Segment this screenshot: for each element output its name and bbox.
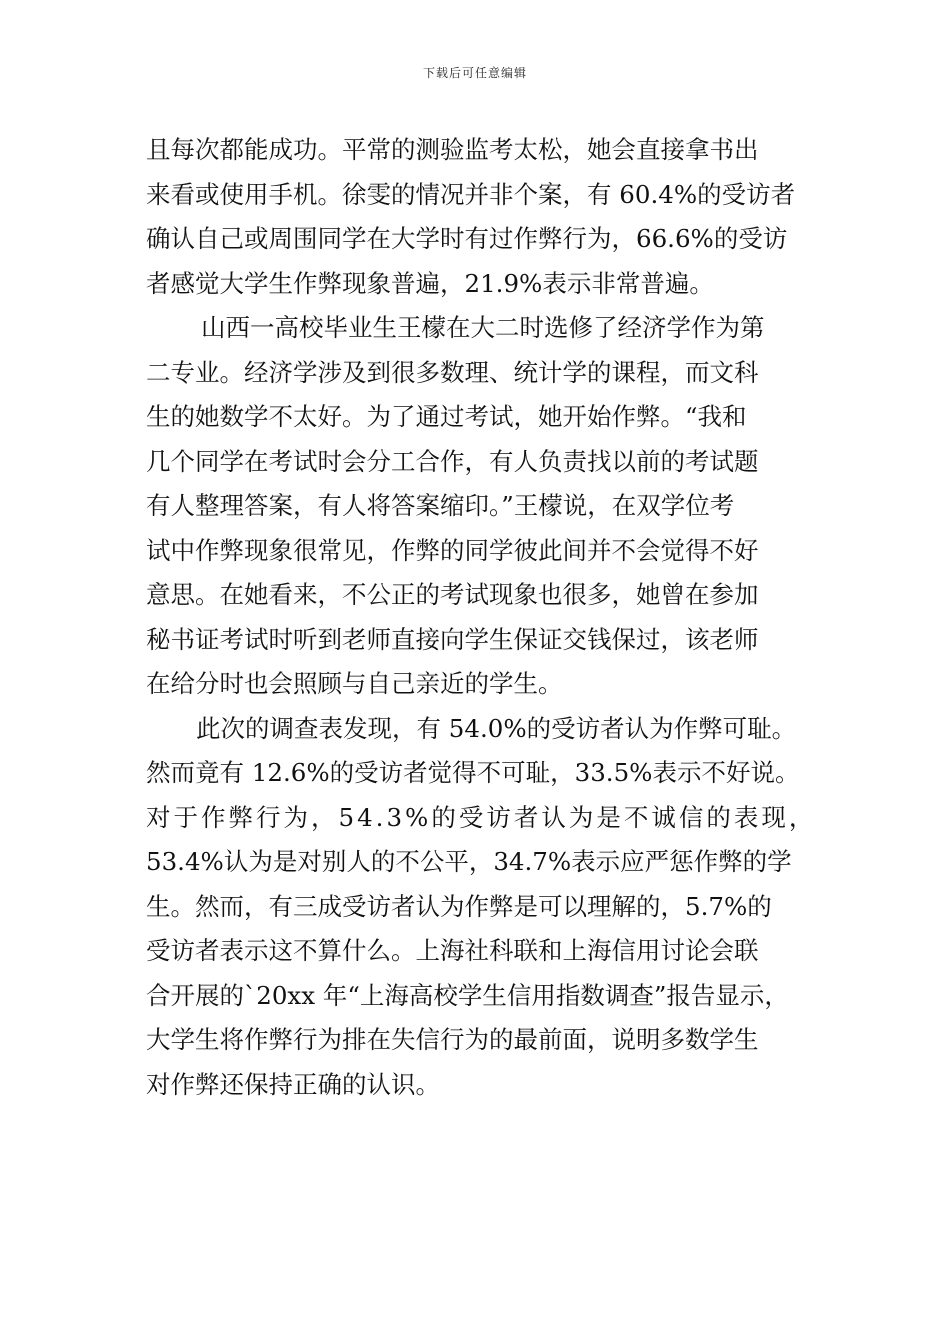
text-line: 生的她数学不太好。为了通过考试，她开始作弊。“我和 xyxy=(146,402,747,431)
page-header: 下载后可任意编辑 xyxy=(422,66,527,80)
text-line: 确认自己或周围同学在大学时有过作弊行为，66.6%的受访 xyxy=(146,224,788,253)
text-line: 生。然而，有三成受访者认为作弊是可以理解的，5.7%的 xyxy=(146,891,772,921)
text-line: 对作弊还保持正确的认识。 xyxy=(146,1069,440,1099)
text-line: 来看或使用手机。徐雯的情况并非个案，有 60.4%的受访者 xyxy=(146,179,796,209)
text-line: 秘书证考试时听到老师直接向学生保证交钱保过，该老师 xyxy=(146,624,759,654)
text-line: 几个同学在考试时会分工合作，有人负责找以前的考试题 xyxy=(146,446,759,476)
text-line: 在给分时也会照顾与自己亲近的学生。 xyxy=(146,669,563,698)
text-line: 然而竟有 12.6%的受访者觉得不可耻，33.5%表示不好说。 xyxy=(146,758,800,787)
text-line: 53.4%认为是对别人的不公平，34.7%表示应严惩作弊的学 xyxy=(146,847,792,876)
text-line: 对于作弊行为，54.3%的受访者认为是不诚信的表现， xyxy=(146,802,817,832)
text-line: 有人整理答案，有人将答案缩印。”王檬说，在双学位考 xyxy=(146,491,735,520)
text-line: 试中作弊现象很常见，作弊的同学彼此间并不会觉得不好 xyxy=(146,535,759,565)
document-body xyxy=(146,128,822,1107)
text-line: 意思。在她看来，不公正的考试现象也很多，她曾在参加 xyxy=(146,580,759,609)
text-line: 且每次都能成功。平常的测验监考太松，她会直接拿书出 xyxy=(146,135,759,164)
paragraph-2 xyxy=(146,306,822,707)
text-line: 此次的调查表发现，有 54.0%的受访者认为作弊可耻。 xyxy=(196,713,797,743)
text-line: 受访者表示这不算什么。上海社科联和上海信用讨论会联 xyxy=(146,936,759,965)
text-line: 大学生将作弊行为排在失信行为的最前面，说明多数学生 xyxy=(146,1025,759,1054)
paragraph-3 xyxy=(146,707,822,1108)
text-line: 山西一高校毕业生王檬在大二时选修了经济学作为第 xyxy=(201,313,765,342)
paragraph-1 xyxy=(146,128,822,306)
text-line: 合开展的`20xx 年“上海高校学生信用指数调查”报告显示， xyxy=(146,980,789,1010)
text-line: 者感觉大学生作弊现象普遍，21.9%表示非常普遍。 xyxy=(146,268,714,298)
text-line: 二专业。经济学涉及到很多数理、统计学的课程，而文科 xyxy=(146,357,759,387)
